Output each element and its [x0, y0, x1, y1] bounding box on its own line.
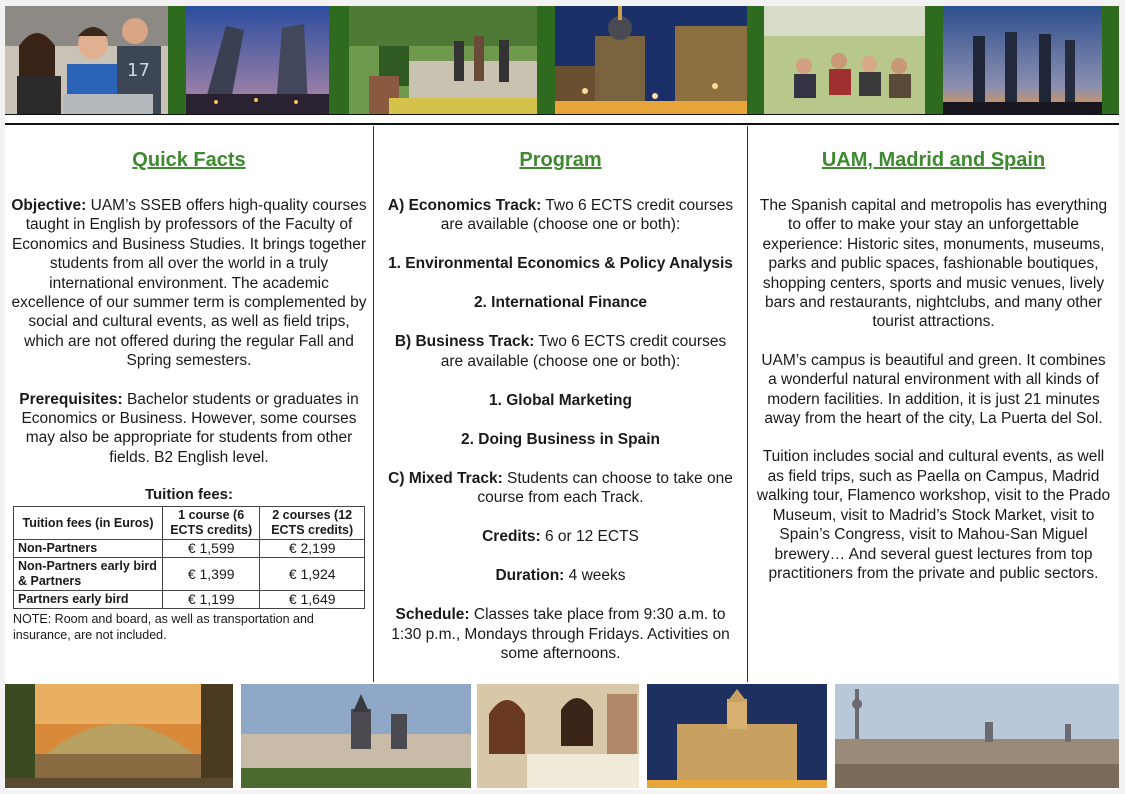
top-photo-strip — [5, 6, 1119, 114]
objective-text: UAM’s SSEB offers high-quality courses taught in English by professors of the Faculty of Economics and Business Studies. It brings together students from all over the world in a truly international environment. The academic excellence of our summer term is complemented by social and cultural events, as well as field trips, which are not offered during the regular Fall and Spring semesters. — [11, 197, 367, 370]
madrid-paragraph-2: UAM’s campus is beautiful and green. It combines a wonderful natural environment with all kinds of modern facilities. In addition, it is just 21 minutes away from the heart of the city, La Puerta del Sol. — [761, 351, 1106, 428]
mixed-track-text: Students can choose to take one course from each Track. — [477, 469, 733, 507]
mixed-track-label: C) Mixed Track: — [388, 469, 503, 487]
business-track-paragraph — [382, 332, 739, 371]
brochure-page — [5, 6, 1119, 790]
prerequisites-paragraph — [11, 390, 367, 468]
economics-track-label: A) Economics Track: — [387, 197, 542, 214]
course-item — [382, 391, 739, 410]
table-cell: € 1,924 — [260, 558, 365, 591]
madrid-skyline-photo — [835, 684, 1119, 788]
schedule-paragraph — [382, 605, 739, 663]
table-row — [14, 540, 365, 558]
duration-label: Duration: — [495, 567, 565, 585]
table-header-cell: 1 course (6 ECTS credits) — [163, 507, 260, 540]
course-item — [382, 254, 739, 273]
table-header-cell: 2 courses (12 ECTS credits) — [260, 507, 365, 540]
table-cell: € 1,649 — [260, 591, 365, 609]
cibeles-palace-photo — [647, 684, 827, 788]
course-global-marketing: 1. Global Marketing — [489, 391, 632, 409]
course-item — [382, 430, 739, 449]
program-title: Program — [519, 149, 602, 171]
objective-label: Objective: — [11, 197, 87, 214]
table-row — [14, 558, 365, 591]
quick-facts-title: Quick Facts — [132, 149, 246, 171]
madrid-paragraph-3: Tuition includes social and cultural events, as well as field trips, such as Paella on Campus, Madrid walking tour, Flamenco workshop, visit to the Prado Museum, visit to Madrid’s Stock Market, visit to Spain’s Congress, visit to Mahou-San Miguel brewery… And several guest lectures from top practitioners from the private and public sectors. — [756, 448, 1111, 582]
course-doing-business-spain: 2. Doing Business in Spain — [461, 430, 660, 448]
credits-paragraph — [382, 527, 739, 546]
table-cell: € 2,199 — [260, 540, 365, 558]
table-row-label: Non-Partners — [14, 540, 163, 558]
svg-text:17: 17 — [127, 60, 150, 81]
schedule-label: Schedule: — [395, 606, 470, 624]
bottom-photo-strip — [5, 682, 1119, 790]
credits-label: Credits: — [482, 528, 541, 546]
duration-text: 4 weeks — [564, 567, 626, 585]
table-header-cell: Tuition fees (in Euros) — [14, 507, 163, 540]
credits-text: 6 or 12 ECTS — [540, 528, 639, 546]
royal-palace-photo — [241, 684, 471, 788]
course-item — [382, 293, 739, 312]
table-cell: € 1,399 — [163, 558, 260, 591]
tuition-fees-title: Tuition fees: — [144, 486, 234, 504]
table-row-label: Partners early bird — [14, 591, 163, 609]
economics-track-text: Two 6 ECTS credit courses are available (choose one or both): — [440, 197, 734, 234]
table-row — [14, 591, 365, 609]
students-photo — [5, 6, 168, 114]
course-environmental-economics: 1. Environmental Economics & Policy Analysis — [388, 255, 733, 273]
tuition-fees-table — [13, 506, 365, 609]
madrid-column — [748, 126, 1119, 682]
program-column — [373, 126, 748, 682]
economics-track-paragraph — [382, 196, 739, 235]
objective-paragraph — [11, 196, 367, 371]
gran-via-photo — [555, 6, 747, 114]
table-cell: € 1,199 — [163, 591, 260, 609]
course-international-finance: 2. International Finance — [473, 294, 648, 312]
prerequisites-label: Prerequisites: — [19, 390, 123, 408]
table-row-label: Non-Partners early bird & Partners — [14, 558, 163, 591]
madrid-towers-photo — [943, 6, 1102, 114]
crystal-palace-photo — [5, 684, 233, 788]
header-divider — [5, 114, 1119, 125]
business-track-label: B) Business Track: — [394, 333, 535, 351]
mixed-track-paragraph — [382, 469, 739, 508]
students-studying-photo — [477, 684, 639, 788]
table-header-row — [14, 507, 365, 540]
madrid-title: UAM, Madrid and Spain — [821, 149, 1046, 171]
prerequisites-text: Bachelor students or graduates in Economics or Business. However, some courses may also be appropriate for students from other fields. B2 English level. — [21, 390, 359, 466]
quick-facts-column — [5, 126, 373, 682]
schedule-text: Classes take place from 9:30 a.m. to 1:30 p.m., Mondays through Fridays. Activities on some afternoons. — [391, 606, 730, 663]
duration-paragraph — [382, 566, 739, 585]
fees-note: NOTE: Room and board, as well as transportation and insurance, are not included. — [13, 612, 314, 643]
campus-walkway-photo — [349, 6, 537, 114]
business-track-text: Two 6 ECTS credit courses are available (choose one or both): — [440, 333, 727, 370]
madrid-paragraph-1: The Spanish capital and metropolis has everything to offer to make your stay an unforgettable experience: Historic sites, monuments, museums, parks and public spaces, fashionable boutiques, shopping centers, sports and music venues, lively bars and restaurants, nightclubs, and many other tourist attractions. — [759, 197, 1108, 331]
kio-towers-photo — [186, 6, 329, 114]
students-park-photo — [764, 6, 925, 114]
table-cell: € 1,599 — [163, 540, 260, 558]
